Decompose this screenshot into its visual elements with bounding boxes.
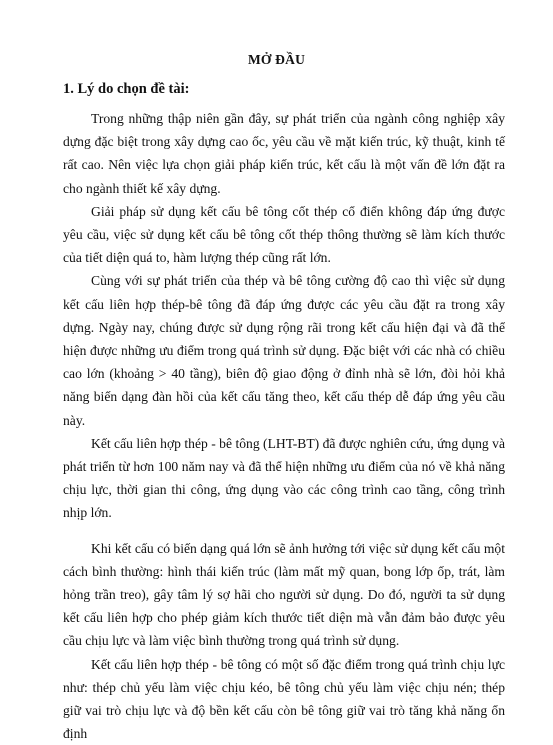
- paragraph-5: Khi kết cấu có biến dạng quá lớn sẽ ảnh hưởng tới việc sử dụng kết cấu một cách bình thường: hình thái kiến trúc (làm mất mỹ quan, bong lớp ốp, trát, làm hỏng trần treo), gây tâm lý sợ hãi cho người sử dụng. Do đó, người ta sử dụng kết cấu liên hợp cho phép giảm kích thước tiết diện mà vẫn đảm bảo được yêu cầu chịu lực và làm việc bình thường trong quá trình sử dụng.: [63, 540, 505, 649]
- paragraph-1: Trong những thập niên gần đây, sự phát triển của ngành công nghiệp xây dựng đặc biệt trong xây dựng cao ốc, yêu cầu về mặt kiến trúc, kỹ thuật, kinh tế rất cao. Nên việc lựa chọn giải pháp kiến trúc, kết cấu là một vấn đề lớn đặt ra cho ngành thiết kế xây dựng.: [63, 111, 505, 196]
- page-title: MỞ ĐẦU: [247, 52, 306, 67]
- section-heading: 1. Lý do chọn đề tài:: [63, 81, 190, 97]
- paragraph-2: Giải pháp sử dụng kết cấu bê tông cốt thép cổ điển không đáp ứng được yêu cầu, việc sử dụng kết cấu bê tông cốt thép thông thường sẽ làm kích thước của tiết diện quá to, hàm lượng thép cũng rất lớn.: [63, 203, 505, 266]
- body-text: [63, 107, 505, 745]
- paragraph-4: Kết cấu liên hợp thép - bê tông (LHT-BT) đã được nghiên cứu, ứng dụng và phát triển từ hơn 100 năm nay và đã thể hiện những ưu điểm của nó về khả năng chịu lực, thời gian thi công, ứng dụng vào các công trình cao tầng, công trình nhịp lớn.: [63, 435, 505, 521]
- paragraph-3: Cùng với sự phát triển của thép và bê tông cường độ cao thì việc sử dụng kết cấu liên hợp thép-bê tông đã đáp ứng được các yêu cầu đặt ra trong xây dựng. Ngày nay, chúng được sử dụng rộng rãi trong kết cấu hiện đại và đã thể hiện được những ưu điểm trong quá trình sử dụng. Đặc biệt với các nhà có chiều cao lớn (khoảng > 40 tầng), biên độ giao động ở đỉnh nhà sẽ lớn, đòi hỏi khả năng biến dạng đàn hồi của kết cấu tăng theo, kết cấu thép dễ đáp ứng yêu cầu này.: [63, 273, 505, 428]
- paragraph-6: Kết cấu liên hợp thép - bê tông có một số đặc điểm trong quá trình chịu lực như: thép chủ yếu làm việc chịu kéo, bê tông chủ yếu làm việc chịu nén; thép giữ vai trò chịu lực và độ bền kết cấu còn bê tông giữ vai trò tăng khả năng ổn định: [63, 656, 505, 742]
